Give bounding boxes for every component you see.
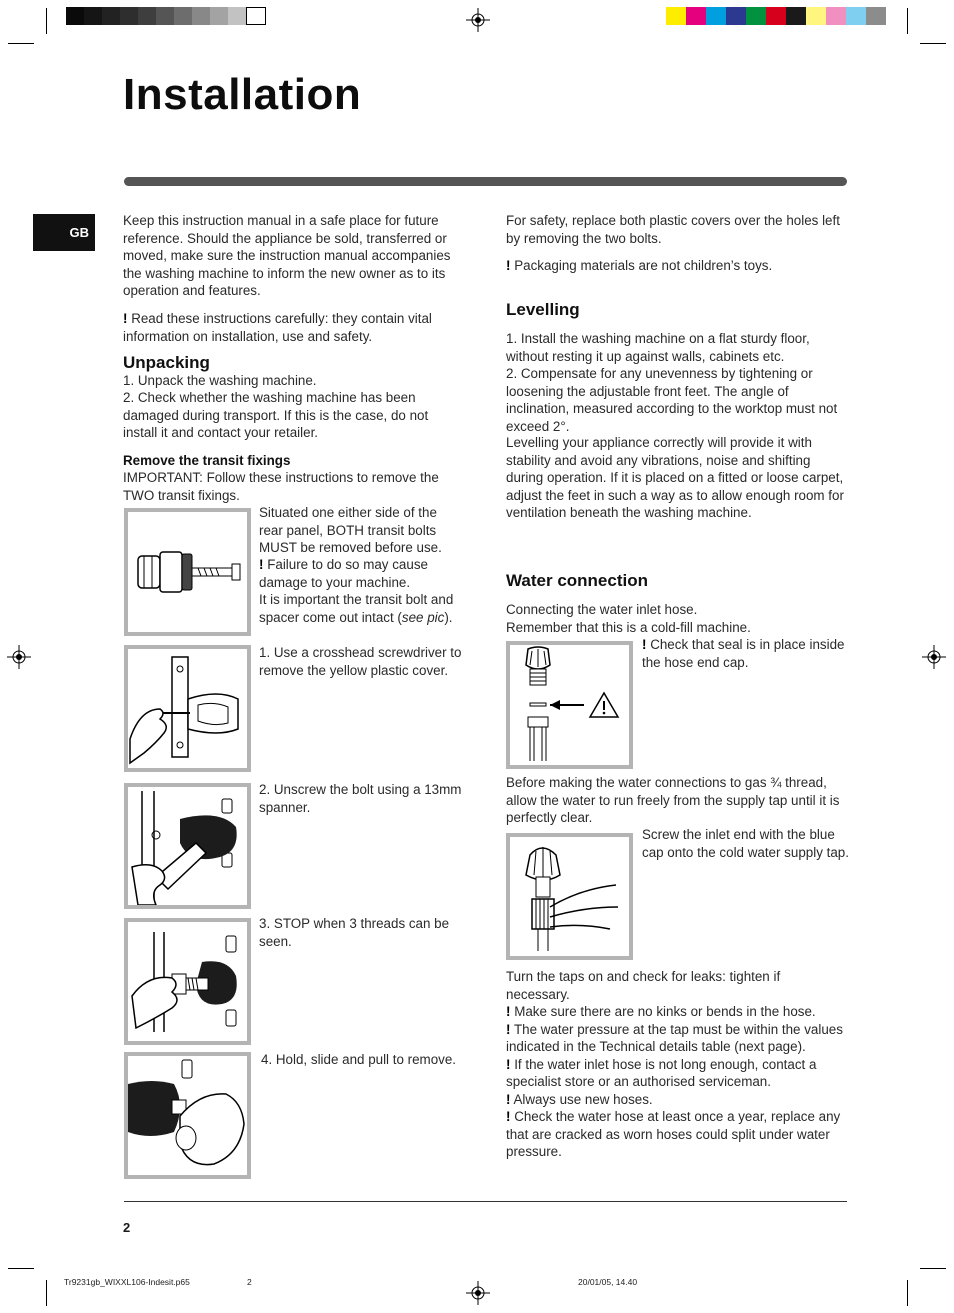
water-note — [506, 1091, 846, 1109]
transit-desc-1: Situated one either side of the rear panel, BOTH transit bolts MUST be removed before use. — [259, 505, 442, 555]
note-text: Check the water hose at least once a year, replace any that are cracked as worn hoses could split under water pressure. — [506, 1109, 841, 1159]
warning-mark: ! — [506, 1056, 511, 1072]
water-intro: Connecting the water inlet hose. Remember that this is a cold-fill machine. — [506, 602, 751, 635]
levelling-paragraph: Levelling your appliance correctly will provide it with stability and avoid any vibrations, noise and shifting during operation. If it is placed on a fitted or loose carpet, adjust the feet in such a way as to allow enough room for ventilation beneath the washing machine. — [506, 435, 844, 520]
water-note — [506, 1021, 846, 1056]
warning-mark: ! — [506, 1109, 511, 1124]
crop-mark — [907, 8, 908, 34]
levelling-step-2: 2. Compensate for any unevenness by tightening or loosening the adjustable front feet. The angle of inclination, measured according to the worktop must not exceed 2°. — [506, 366, 838, 434]
grey-swatch — [120, 7, 138, 25]
tap-figure — [506, 833, 633, 960]
warning-text: Failure to do so may cause damage to your machine. — [259, 557, 428, 590]
intro-warning — [123, 310, 468, 345]
seal-warning — [642, 636, 847, 671]
pull-out-figure — [124, 1052, 251, 1179]
crop-mark — [46, 8, 47, 34]
seal-figure — [506, 641, 633, 769]
screwdriver-hand-icon — [128, 649, 247, 768]
transit-step-4: 4. Hold, slide and pull to remove. — [261, 1052, 457, 1067]
transit-desc-3 — [259, 591, 464, 626]
grey-swatch — [228, 7, 246, 25]
unpacking-step-2: 2. Check whether the washing machine has been damaged during transport. If this is the case, do not install it and contact your retailer. — [123, 390, 429, 440]
packaging-warning — [506, 257, 846, 275]
note-text: Always use new hoses. — [510, 1091, 653, 1107]
color-swatch — [866, 7, 886, 25]
grey-swatch — [246, 7, 266, 25]
registration-target-icon — [466, 1281, 490, 1305]
transit-heading: Remove the transit fixings — [123, 453, 291, 468]
water-note — [506, 1003, 846, 1021]
transit-step-1: 1. Use a crosshead screwdriver to remove the yellow plastic cover. — [259, 645, 462, 678]
language-tab: GB — [33, 214, 95, 251]
pull-bolt-icon — [128, 1056, 247, 1175]
warning-mark: ! — [506, 1091, 511, 1107]
registration-target-icon — [466, 8, 490, 32]
grey-swatch — [156, 7, 174, 25]
hose-seal-icon — [510, 645, 629, 765]
footer-date: 20/01/05, 14.40 — [578, 1277, 638, 1287]
color-swatch — [706, 7, 726, 25]
grey-swatch — [102, 7, 120, 25]
registration-target-icon — [7, 645, 31, 669]
spanner-hand-icon — [128, 787, 247, 905]
covers-paragraph: For safety, replace both plastic covers over the holes left by removing the two bolts. — [506, 213, 840, 246]
spanner-figure — [124, 783, 251, 909]
registration-target-icon — [922, 645, 946, 669]
transit-step-3: 3. STOP when 3 threads can be seen. — [259, 916, 450, 949]
water-note — [506, 1056, 846, 1091]
note-text: The water pressure at the tap must be within the values indicated in the Technical details table (next page). — [506, 1021, 843, 1054]
grey-swatch — [192, 7, 210, 25]
threads-figure — [124, 918, 251, 1045]
crop-mark — [907, 1280, 908, 1306]
screwdriver-figure — [124, 645, 251, 772]
title-rule — [124, 177, 847, 186]
transit-bolt-icon — [128, 512, 247, 632]
turn-taps-text: Turn the taps on and check for leaks: tighten if necessary. — [506, 969, 781, 1002]
before-connection-paragraph: Before making the water connections to gas ¾ thread, allow the water to run freely from the supply tap until it is perfectly clear. — [506, 775, 840, 825]
note-text: Make sure there are no kinks or bends in the hose. — [510, 1004, 816, 1019]
color-registration-bar — [666, 7, 886, 25]
intro-paragraph: Keep this instruction manual in a safe place for future reference. Should the appliance be sold, transferred or moved, make sure the instruction manual accompanies the washing machine to inform the new owner as to its operation and features. — [123, 213, 451, 298]
crop-mark — [920, 1268, 946, 1269]
grey-swatch — [66, 7, 84, 25]
warning-mark: ! — [123, 311, 128, 326]
crop-mark — [8, 1268, 34, 1269]
grey-swatch — [174, 7, 192, 25]
page-title: Installation — [123, 70, 362, 119]
color-swatch — [806, 7, 826, 25]
levelling-step-1: 1. Install the washing machine on a flat sturdy floor, without resting it up against walls, cabinets etc. — [506, 331, 810, 364]
warning-mark: ! — [259, 557, 264, 572]
unpacking-step-1: 1. Unpack the washing machine. — [123, 373, 317, 388]
color-swatch — [746, 7, 766, 25]
warning-text: Check that seal is in place inside the hose end cap. — [642, 637, 845, 670]
desc-text: ). — [444, 609, 453, 625]
footer-rule — [124, 1201, 847, 1202]
warning-text: Packaging materials are not children’s toys. — [510, 258, 773, 273]
warning-text: Read these instructions carefully: they contain vital information on installation, use and safety. — [123, 311, 432, 344]
color-swatch — [726, 7, 746, 25]
levelling-heading: Levelling — [506, 300, 580, 319]
see-pic-text: see pic — [401, 609, 445, 625]
unpacking-heading: Unpacking — [123, 353, 210, 372]
crop-mark — [8, 43, 34, 44]
warning-mark: ! — [506, 1021, 511, 1037]
bolt-threads-icon — [128, 922, 247, 1041]
grey-swatch — [138, 7, 156, 25]
grey-swatch — [210, 7, 228, 25]
desc-text: It is important the transit bolt and spacer come out intact ( — [259, 592, 454, 625]
footer-file-page: 2 — [247, 1277, 252, 1287]
warning-mark: ! — [642, 637, 647, 652]
transit-step-2: 2. Unscrew the bolt using a 13mm spanner. — [259, 782, 462, 815]
color-swatch — [686, 7, 706, 25]
grey-swatch — [84, 7, 102, 25]
color-swatch — [826, 7, 846, 25]
transit-bolt-figure — [124, 508, 251, 636]
color-swatch — [766, 7, 786, 25]
color-swatch — [786, 7, 806, 25]
page-number: 2 — [123, 1220, 131, 1235]
crop-mark — [46, 1280, 47, 1306]
color-swatch — [846, 7, 866, 25]
footer-filename: Tr9231gb_WIXXL106-Indesit.p65 — [64, 1277, 190, 1287]
water-connection-heading: Water connection — [506, 571, 648, 590]
grey-registration-bar — [66, 7, 266, 25]
water-notes-list — [506, 1003, 846, 1161]
crop-mark — [920, 43, 946, 44]
warning-mark: ! — [506, 258, 511, 273]
transit-intro: IMPORTANT: Follow these instructions to remove the TWO transit fixings. — [123, 470, 439, 503]
water-note — [506, 1108, 846, 1161]
note-text: If the water inlet hose is not long enough, contact a specialist store or an authorised serviceman. — [506, 1056, 817, 1089]
transit-desc-2 — [259, 556, 464, 591]
warning-mark: ! — [506, 1004, 511, 1019]
screw-inlet-text: Screw the inlet end with the blue cap onto the cold water supply tap. — [642, 827, 849, 860]
tap-hand-icon — [510, 837, 629, 956]
color-swatch — [666, 7, 686, 25]
